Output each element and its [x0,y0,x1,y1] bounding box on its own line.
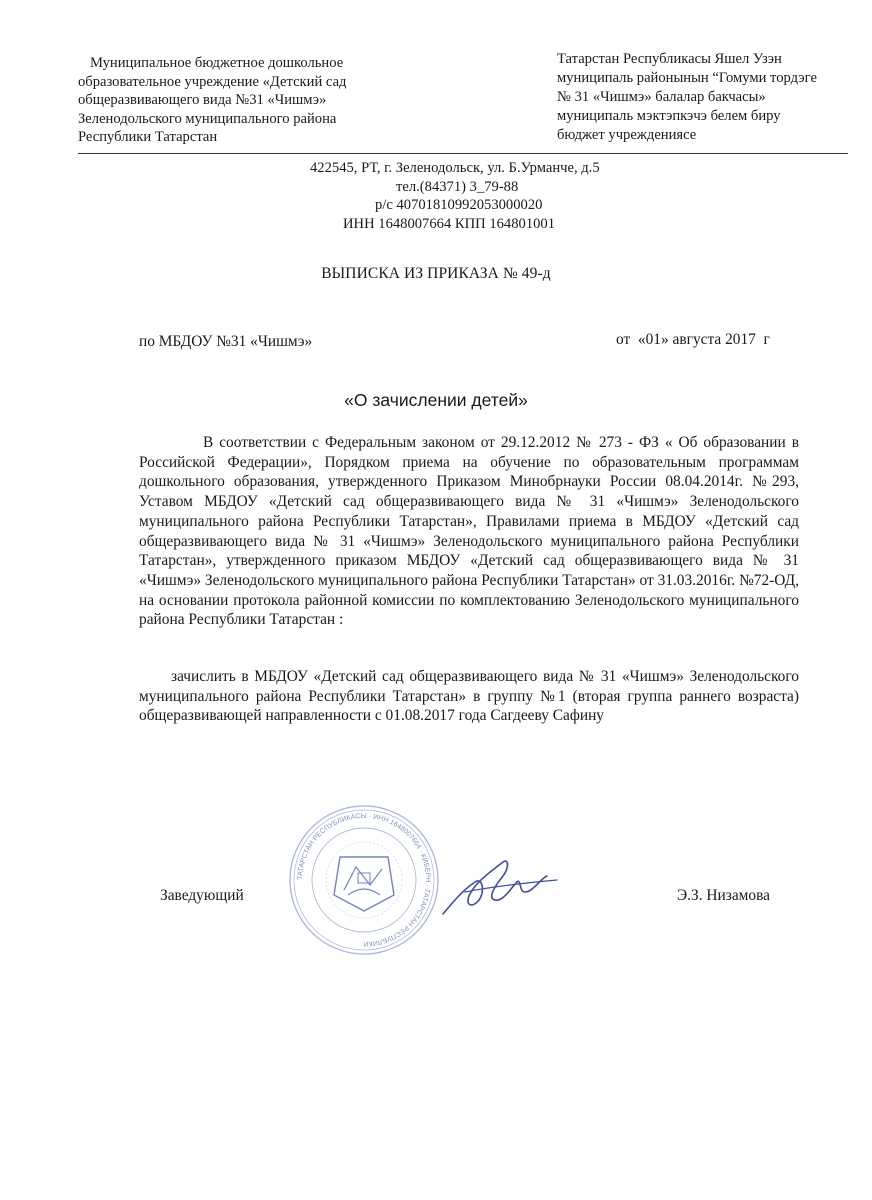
account-line: р/с 40701810992053000020 [375,197,543,213]
header-divider [78,153,848,154]
document-title: ВЫПИСКА ИЗ ПРИКАЗА № 49-д [321,265,551,282]
handwritten-signature [435,852,565,927]
resolution-paragraph: зачислить в МБДОУ «Детский сад общеразвивающего вида № 31 «Чишмэ» Зеленодольского муниципального района Республики Татарстан» в группу №1 (вторая группа раннего возраста) общеразвивающей направленности с 01.08.2017 года Сагдееву Сафину [139,668,799,725]
document-subject: «О зачислении детей» [344,390,528,410]
inn-kpp-line: ИНН 1648007664 КПП 164801001 [343,215,556,232]
document-resolution [139,667,799,726]
phone-line: тел.(84371) 3_79-88 [396,178,519,195]
header-right-block [557,50,857,145]
header-left-line: Муниципальное бюджетное дошкольное [90,55,344,71]
signatory-title: Заведующий [160,887,244,904]
stamp-text: ТАТАРСТАН РЕСПУБЛИКАСЫ · ИНН 1648007664 · КИБЕРН · ТАТАРСТАН РЕСПУБЛИКИ [296,812,432,948]
header-left-line: Республики Татарстан [78,129,218,145]
official-stamp [284,795,444,965]
document-date: от «01» августа 2017 г [616,331,770,348]
header-right-line: № 31 «Чишмэ» балалар бакчасы» [557,89,766,105]
header-right-line: муниципаль мэктэпкэчэ белем биру [557,108,781,124]
body-paragraph: В соответствии с Федеральным законом от 29.12.2012 № 273 - ФЗ « Об образовании в Российской Федерации», Порядком приема на обучение по образовательным программам дошкольного образования, утвержденного Приказом Минобрнауки России 08.04.2014г. №293, Уставом МБДОУ «Детский сад общеразвивающего вида № 31 «Чишмэ» Зеленодольского муниципального района Республики Татарстан», Правилами приема в МБДОУ «Детский сад общеразвивающего вида № 31 «Чишмэ» Зеленодольского муниципального района Республики Татарстан», утвержденного приказом МБДОУ «Детский сад общеразвивающего вида № 31 «Чишмэ» Зеленодольского муниципального района Республики Татарстан» от 31.03.2016г. №72-ОД, на основании протокола районной комиссии по комплектованию Зеленодольского муниципального района Республики Татарстан : [139,434,799,629]
header-left-line: Зеленодольского муниципального района [78,110,337,127]
header-right-line: муниципаль районынын “Гомуми тордэге [557,70,817,86]
header-right-line: Татарстан Республикасы Яшел Узэн [557,51,782,67]
document-body [139,433,799,630]
signatory-name: Э.З. Низамова [677,887,771,904]
header-left-block [78,54,398,147]
document-org: по МБДОУ №31 «Чишмэ» [139,333,313,350]
stamp-emblem-icon [334,857,394,911]
header-left-line: общеразвивающего вида №31 «Чишмэ» [78,92,327,108]
address-line: 422545, РТ, г. Зеленодольск, ул. Б.Урманче, д.5 [310,160,600,176]
svg-text:ТАТАРСТАН РЕСПУБЛИКАСЫ · ИНН 1 [297,813,431,947]
contact-block [300,159,660,233]
header-left-line: образовательное учреждение «Детский сад [78,73,347,90]
header-right-line: бюджет учреждениясе [557,127,697,143]
